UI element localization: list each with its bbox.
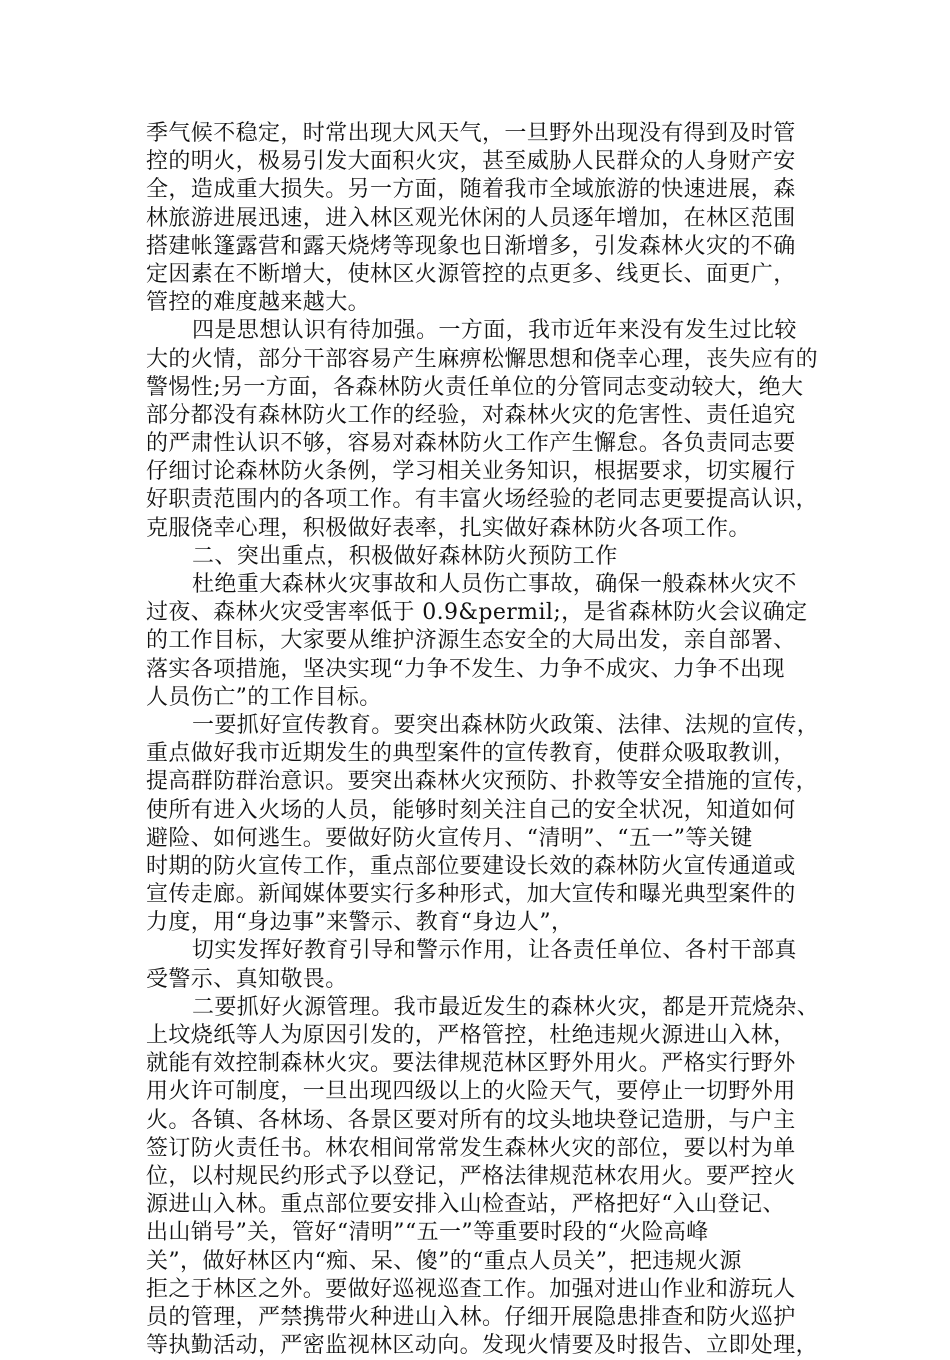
text-line: 林旅游进展迅速，进入林区观光休闲的人员逐年增加，在林区范围 (146, 205, 796, 231)
text-line: 控的明火，极易引发大面积火灾，甚至威胁人民群众的人身财产安 (146, 149, 796, 175)
paragraph-start-line: 杜绝重大森林火灾事故和人员伤亡事故，确保一般森林火灾不 (192, 572, 797, 597)
text-line: 签订防火责任书。林农相间常常发生森林火灾的部位，要以村为单 (146, 1135, 796, 1161)
text-line: 拒之于林区之外。要做好巡视巡查工作。加强对进山作业和游玩人 (146, 1276, 796, 1302)
text-line: 使所有进入火场的人员，能够时刻关注自己的安全状况，知道如何 (146, 797, 796, 823)
text-line: 等执勤活动，严密监视林区动向。发现火情要及时报告、立即处理， (146, 1333, 819, 1359)
text-line: 管控的难度越来越大。 (146, 290, 371, 316)
text-line: 人员伤亡”的工作目标。 (146, 684, 382, 710)
text-line: 时期的防火宣传工作，重点部位要建设长效的森林防火宣传通道或 (146, 853, 796, 879)
text-line: 火。各镇、各林场、各景区要对所有的坟头地块登记造册，与户主 (146, 1107, 796, 1133)
text-line: 就能有效控制森林火灾。要法律规范林区野外用火。严格实行野外 (146, 1051, 796, 1077)
text-line: 员的管理，严禁携带火种进山入林。仔细开展隐患排查和防火巡护 (146, 1304, 796, 1330)
text-line: 仔细讨论森林防火条例，学习相关业务知识，根据要求，切实履行 (146, 459, 796, 485)
text-line: 关”，做好林区内“痴、呆、傻”的“重点人员关”，把违规火源 (146, 1248, 742, 1274)
text-line: 重点做好我市近期发生的典型案件的宣传教育，使群众吸取教训， (146, 741, 796, 767)
text-line: 警惕性;另一方面，各森林防火责任单位的分管同志变动较大，绝大 (146, 374, 804, 400)
document-page (146, 120, 826, 1360)
paragraph-start-line: 二、突出重点，积极做好森林防火预防工作 (192, 543, 618, 569)
text-line: 季气候不稳定，时常出现大风天气，一旦野外出现没有得到及时管 (146, 121, 796, 146)
text-line: 部分都没有森林防火工作的经验，对森林火灾的危害性、责任追究 (146, 402, 796, 428)
text-line: 全，造成重大损失。另一方面，随着我市全域旅游的快速进展，森 (146, 177, 796, 203)
text-line: 避险、如何逃生。要做好防火宣传月、“清明”、“五一”等关键 (146, 825, 753, 851)
text-line: 大的火情，部分干部容易产生麻痹松懈思想和侥幸心理，丧失应有的 (146, 346, 819, 372)
text-line: 用火许可制度，一旦出现四级以上的火险天气，要停止一切野外用 (146, 1079, 796, 1105)
text-line: 落实各项措施，坚决实现“力争不发生、力争不成灾、力争不出现 (146, 656, 785, 682)
text-line: 力度，用“身边事”来警示、教育“身边人”， (146, 910, 574, 936)
text-line: 受警示、真知敬畏。 (146, 966, 348, 992)
text-line: 出山销号”关，管好“清明”“五一”等重要时段的“火险高峰 (146, 1220, 709, 1246)
text-line: 上坟烧纸等人为原因引发的，严格管控，杜绝违规火源进山入林， (146, 1023, 796, 1048)
text-line: 好职责范围内的各项工作。有丰富火场经验的老同志更要提高认识， (146, 487, 819, 513)
text-line: 提高群防群治意识。要突出森林火灾预防、扑救等安全措施的宣传， (146, 769, 819, 795)
text-line: 位，以村规民约形式予以登记，严格法律规范林农用火。要严控火 (146, 1163, 796, 1189)
text-line: 的严肃性认识不够，容易对森林防火工作产生懈怠。各负责同志要 (146, 431, 796, 457)
text-line: 定因素在不断增大，使林区火源管控的点更多、线更长、面更广， (146, 261, 796, 287)
text-line: 搭建帐篷露营和露天烧烤等现象也日渐增多，引发森林火灾的不确 (146, 233, 796, 259)
text-line: 过夜、森林火灾受害率低于 0.9&permil;，是省森林防火会议确定 (146, 600, 808, 626)
text-line: 宣传走廊。新闻媒体要实行多种形式，加大宣传和曝光典型案件的 (146, 882, 796, 908)
text-line: 的工作目标，大家要从维护济源生态安全的大局出发，亲自部署、 (146, 628, 796, 654)
text-line: 源进山入林。重点部位要安排入山检查站，严格把好“入山登记、 (146, 1192, 785, 1218)
text-line: 克服侥幸心理，积极做好表率，扎实做好森林防火各项工作。 (146, 515, 751, 541)
paragraph-start-line: 切实发挥好教育引导和警示作用，让各责任单位、各村干部真 (192, 938, 797, 964)
paragraph-start-line: 一要抓好宣传教育。要突出森林防火政策、法律、法规的宣传， (192, 712, 820, 738)
paragraph-start-line: 四是思想认识有待加强。一方面，我市近年来没有发生过比较 (192, 318, 797, 344)
paragraph-start-line: 二要抓好火源管理。我市最近发生的森林火灾，都是开荒烧杂、 (192, 994, 820, 1020)
